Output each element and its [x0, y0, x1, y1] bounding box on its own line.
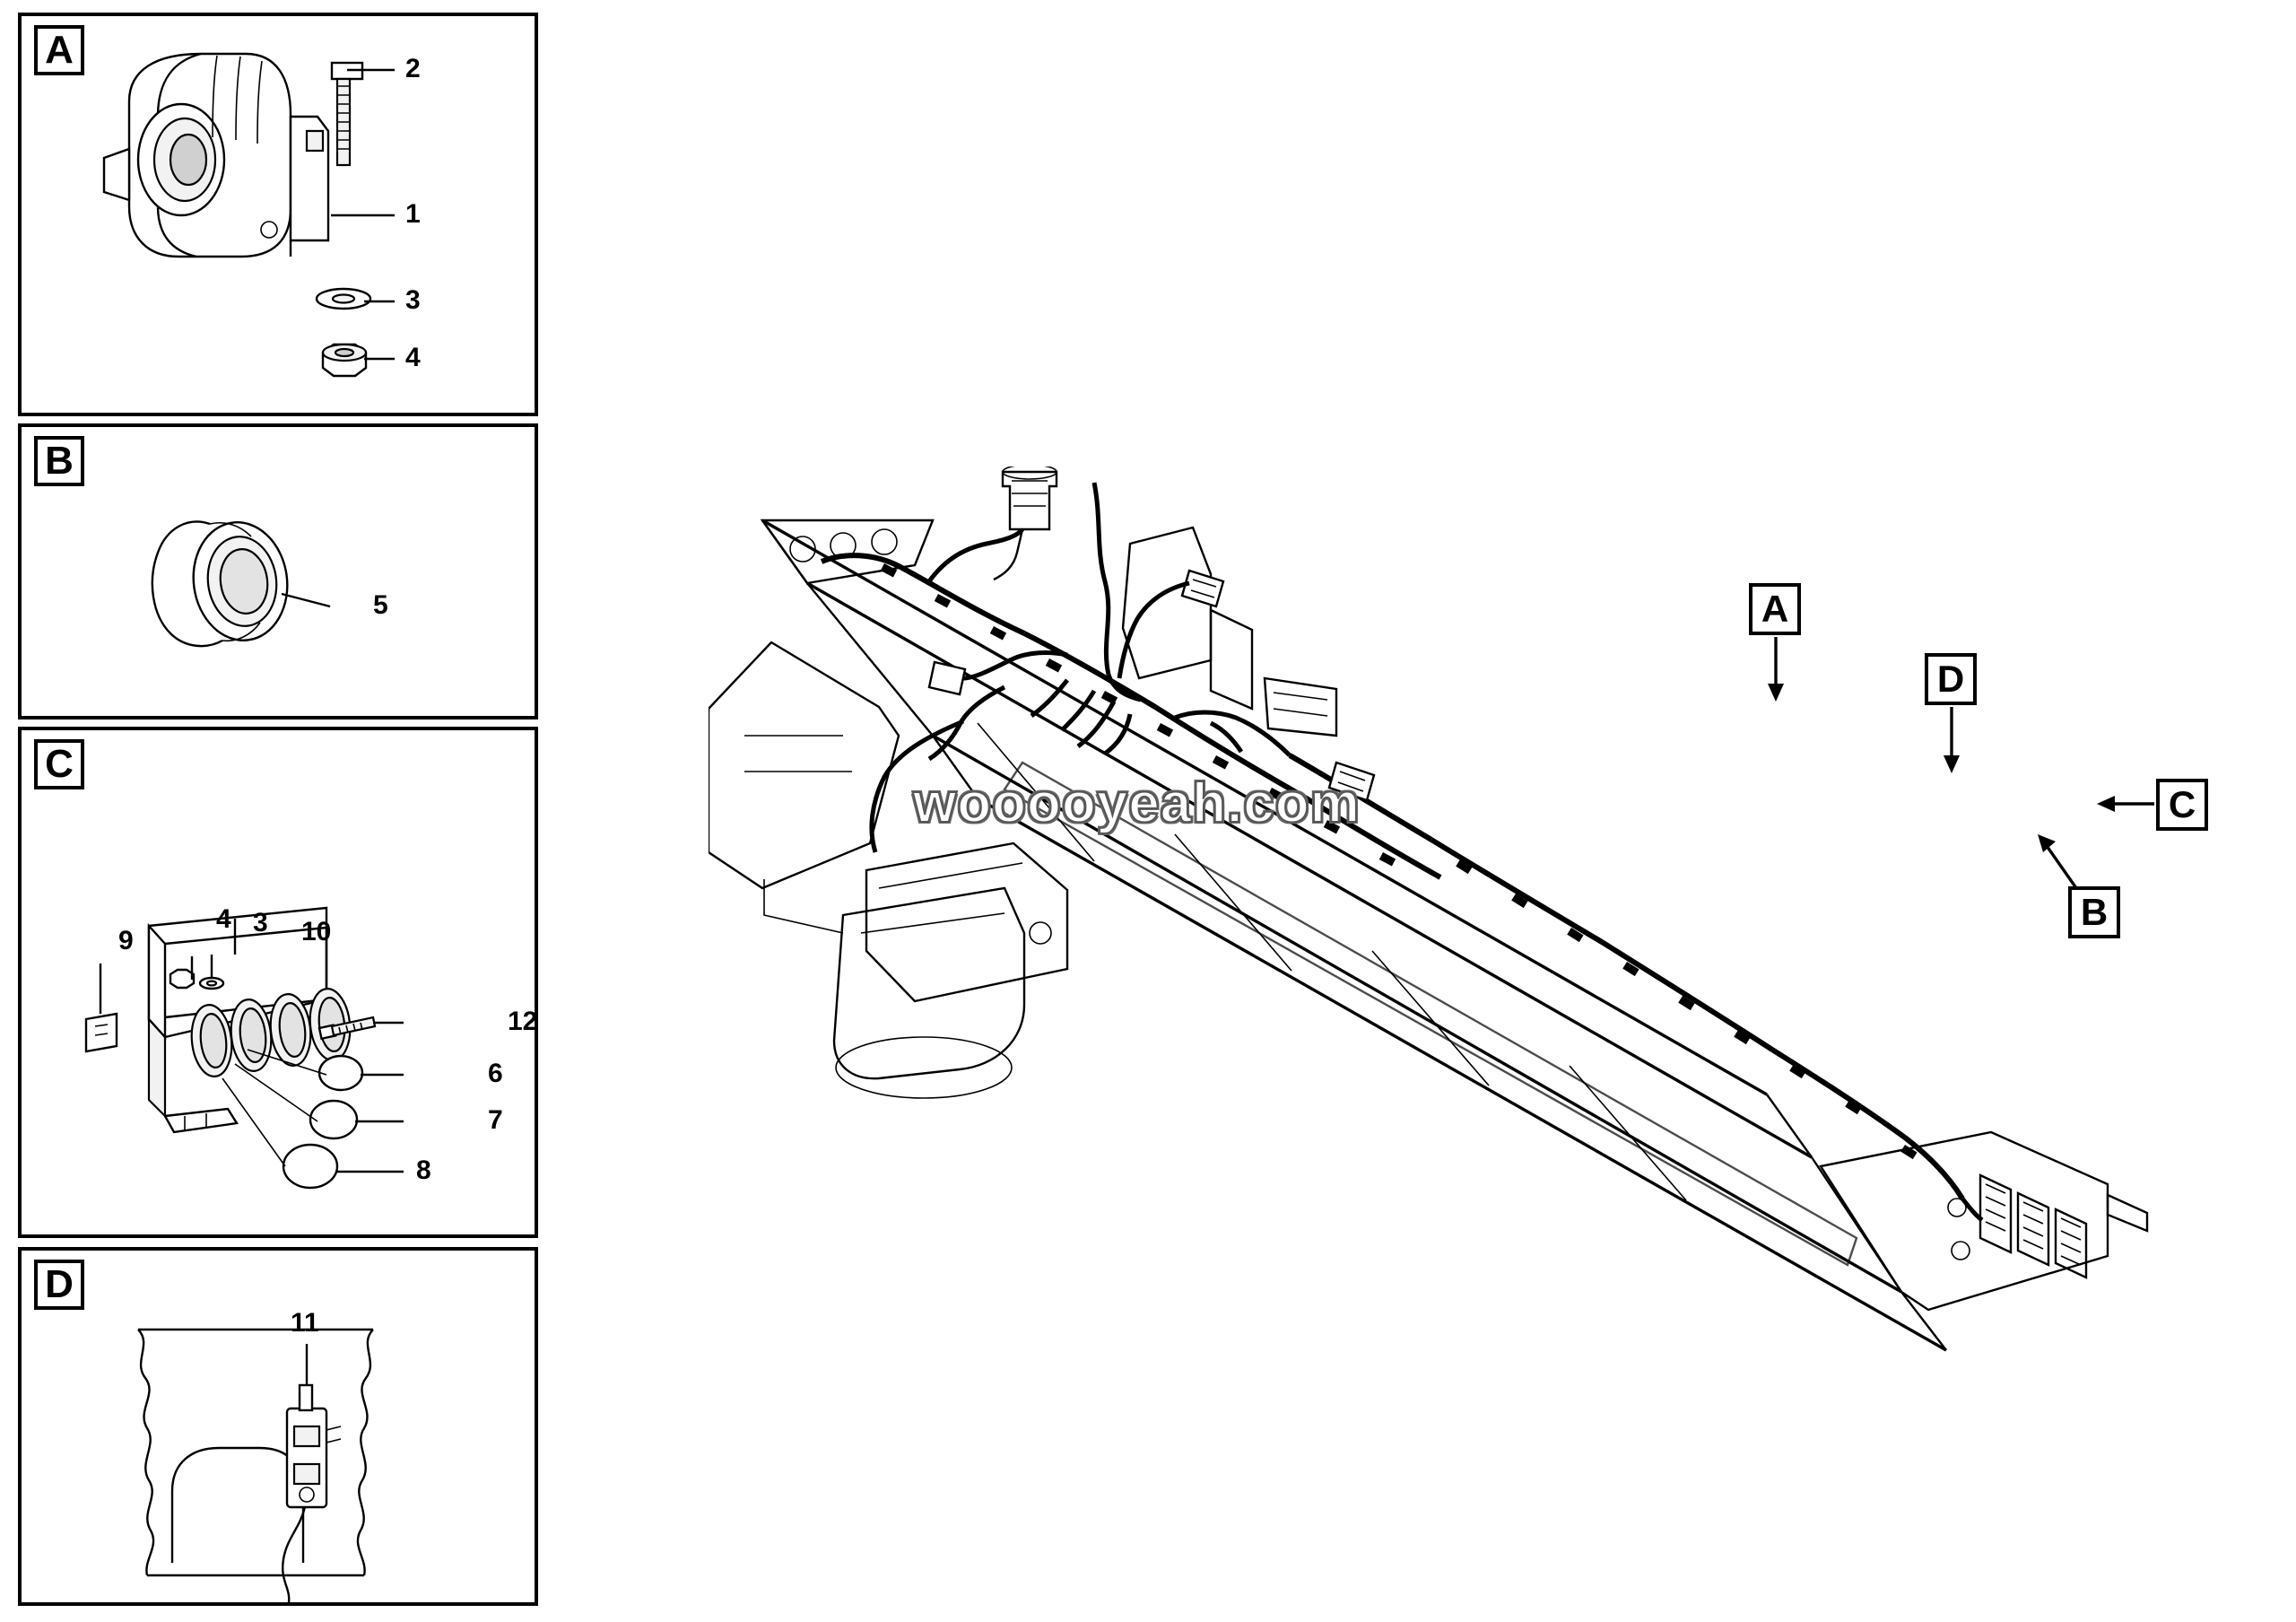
callout-ref-d: D	[1925, 653, 1977, 705]
panel-b-callout-5: 5	[373, 590, 388, 620]
panel-a-callout-1: 1	[405, 199, 421, 229]
panel-c-callout-9: 9	[118, 926, 134, 955]
main-assembly-view	[709, 467, 2233, 1391]
panel-a-letter: A	[34, 25, 84, 75]
callout-ref-c: C	[2156, 779, 2208, 831]
panel-c-letter: C	[34, 739, 84, 789]
panel-a-callout-2: 2	[405, 54, 421, 83]
panel-c-callout-8: 8	[416, 1155, 431, 1185]
panel-a-callout-4: 4	[405, 343, 421, 372]
panel-c-callout-10: 10	[301, 917, 332, 946]
panel-c-callout-7: 7	[488, 1105, 503, 1135]
callout-ref-a: A	[1749, 583, 1801, 635]
panel-c-callout-6: 6	[488, 1059, 503, 1088]
panel-b-illustration	[22, 427, 535, 716]
panel-d-letter: D	[34, 1260, 84, 1310]
panel-a-illustration	[22, 16, 535, 413]
panel-b-letter: B	[34, 436, 84, 486]
detail-panel-c	[18, 727, 538, 1238]
panel-c-callout-3: 3	[253, 908, 268, 937]
watermark: wooooyeah.com	[913, 772, 1361, 834]
panel-a-callout-3: 3	[405, 285, 421, 315]
detail-panel-a	[18, 13, 538, 416]
panel-c-callout-4: 4	[216, 904, 231, 934]
detail-panel-b	[18, 423, 538, 719]
detail-panel-d	[18, 1247, 538, 1606]
panel-c-illustration	[22, 730, 538, 1234]
callout-ref-b: B	[2068, 886, 2120, 938]
chassis-illustration	[709, 467, 2233, 1391]
panel-c-callout-12: 12	[508, 1007, 538, 1036]
panel-d-callout-11: 11	[291, 1308, 319, 1338]
panel-d-illustration	[22, 1251, 535, 1602]
